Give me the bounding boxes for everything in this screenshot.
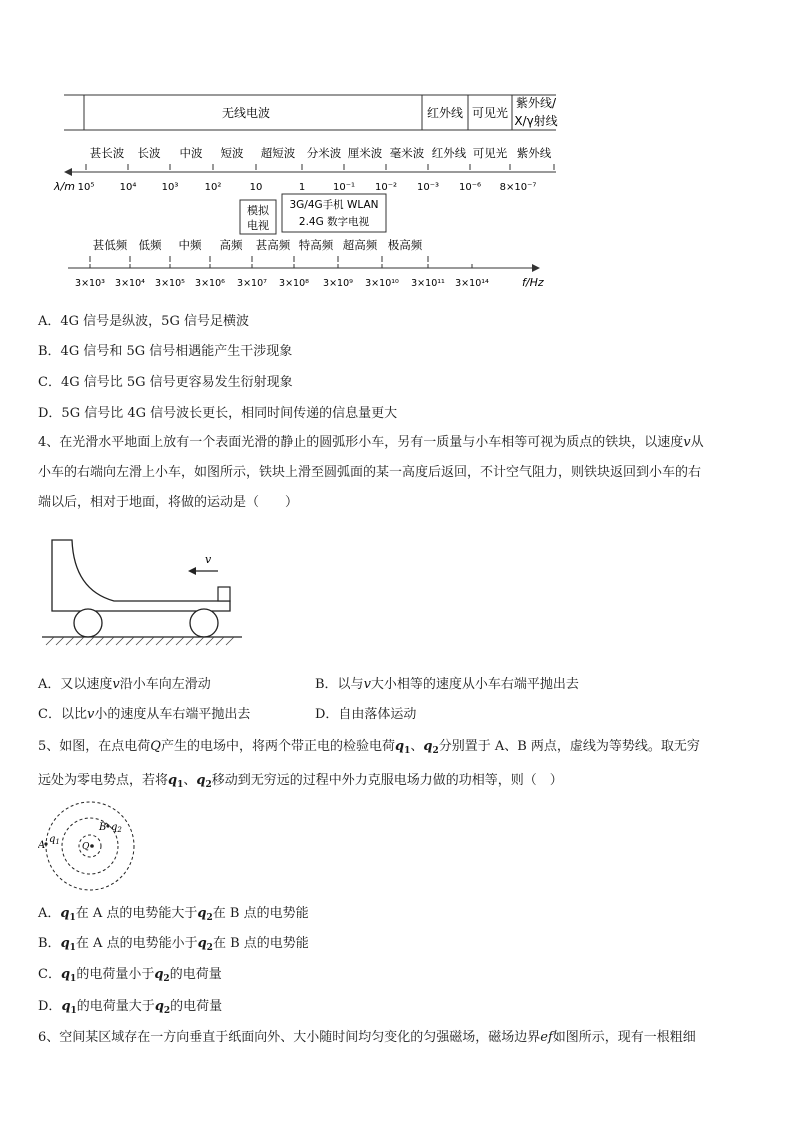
q4-option-d: D．自由落体运动 xyxy=(315,707,417,722)
label-q1: $q_1$ xyxy=(49,834,60,846)
q3-option-a: A．4G 信号是纵波，5G 信号足横波 xyxy=(38,314,249,329)
q4-cart-figure xyxy=(42,535,242,650)
wave-cm: 厘米波 xyxy=(347,146,383,160)
wave-vlf: 甚长波 xyxy=(89,146,125,160)
q4-line3: 端以后，相对于地面，将做的运动是（ ） xyxy=(38,495,299,510)
q5-stem: 5、如图，在点电荷Q产生的电场中，将两个带正电的检验电荷$q_1$、$q_2$分别置于 A、B 两点，虚线为等势线。取无穷 远处为零电势点，若将$q_1$、$q_2$移动到无穷远的过程中外力克服电场力做的功相等，则（ ） xyxy=(38,739,700,790)
freq-hf: 高频 xyxy=(219,238,243,252)
freq-tick: 3×10⁶ xyxy=(195,278,225,289)
freq-arrow xyxy=(532,264,540,272)
wave-ir: 红外线 xyxy=(431,146,467,160)
wave-dm: 分米波 xyxy=(306,146,342,160)
ground-hatch xyxy=(46,637,234,645)
lambda-tick: 8×10⁻⁷ xyxy=(499,182,537,193)
point-B xyxy=(106,824,109,827)
equipotential-middle xyxy=(62,818,118,874)
freq-vhf: 甚高频 xyxy=(255,238,291,252)
label-A: A xyxy=(38,840,46,851)
lambda-tick: 10 xyxy=(249,182,263,193)
q5-option-c: C．$q_1$的电荷量小于$q_2$的电荷量 xyxy=(38,967,222,984)
band-radio: 无线电波 xyxy=(221,106,271,120)
freq-tick: 3×10⁸ xyxy=(279,278,309,289)
freq-label: f/Hz xyxy=(522,276,544,289)
lambda-tick: 1 xyxy=(298,182,306,193)
analog-tv-line1: 模拟 xyxy=(247,204,269,217)
lambda-tick: 10⁻³ xyxy=(416,182,440,193)
wave-mm: 毫米波 xyxy=(389,146,425,160)
wheel-left xyxy=(74,609,102,637)
q4-option-c: C．以比v小的速度从车右端平抛出去 xyxy=(38,707,251,722)
lambda-tick: 10⁻¹ xyxy=(332,182,356,193)
q5-option-d: D．$q_1$的电荷量大于$q_2$的电荷量 xyxy=(38,999,223,1016)
label-q2: $q_2$ xyxy=(111,822,122,834)
wave-sw: 短波 xyxy=(220,146,244,160)
velocity-label: v xyxy=(205,553,212,566)
band-xray: X/γ射线 xyxy=(514,114,558,128)
band-visible: 可见光 xyxy=(471,106,509,120)
q4-option-a: A．又以速度v沿小车向左滑动 xyxy=(38,677,211,692)
q6-stem: 6、空间某区域存在一方向垂直于纸面向外、大小随时间均匀变化的匀强磁场，磁场边界ef如图所示，现有一根粗细 xyxy=(38,1030,696,1045)
freq-vlf: 甚低频 xyxy=(92,238,128,252)
wave-mw: 中波 xyxy=(179,146,203,160)
velocity-arrowhead xyxy=(188,567,196,575)
lambda-tick: 10⁻⁶ xyxy=(458,182,482,193)
wheel-right xyxy=(190,609,218,637)
q3-option-c: C．4G 信号比 5G 信号更容易发生衍射现象 xyxy=(38,375,293,390)
cart-body xyxy=(52,540,230,611)
lambda-tick: 10⁴ xyxy=(119,182,137,193)
freq-uhf: 特高频 xyxy=(298,238,334,252)
q4-stem xyxy=(38,428,758,518)
q5-option-a: A．$q_1$在 A 点的电势能大于$q_2$在 B 点的电势能 xyxy=(38,906,309,923)
q3-option-b: B．4G 信号和 5G 信号相遇能产生干涉现象 xyxy=(38,344,293,359)
freq-brackets xyxy=(90,256,428,262)
digital-line1: 3G/4G手机 WLAN xyxy=(289,199,379,211)
freq-mf: 中频 xyxy=(178,238,202,252)
freq-tick: 3×10¹¹ xyxy=(411,278,445,289)
band-infrared: 红外线 xyxy=(426,106,464,120)
lambda-arrow xyxy=(64,168,72,176)
freq-tick: 3×10⁴ xyxy=(115,278,145,289)
spectrum-diagram xyxy=(40,88,560,298)
q3-option-d: D．5G 信号比 4G 信号波长更长，相同时间传递的信息量更大 xyxy=(38,406,398,421)
freq-tick: 3×10¹⁴ xyxy=(455,278,489,289)
label-Q: Q xyxy=(82,842,90,852)
q4-line1-end: 从 xyxy=(690,435,704,450)
lambda-tick: 10⁵ xyxy=(77,182,95,193)
freq-tick: 3×10⁷ xyxy=(237,278,267,289)
lambda-tick: 10⁻² xyxy=(374,182,398,193)
point-charge-Q xyxy=(90,844,94,848)
wave-uv: 紫外线 xyxy=(516,146,552,160)
freq-tick: 3×10¹⁰ xyxy=(365,278,399,289)
iron-block xyxy=(218,587,230,601)
lambda-label: λ/m xyxy=(54,180,75,193)
wave-brackets xyxy=(86,164,554,170)
wave-usw: 超短波 xyxy=(260,146,296,160)
freq-ehf: 极高频 xyxy=(387,238,423,252)
freq-tick: 3×10⁵ xyxy=(155,278,185,289)
analog-tv-line2: 电视 xyxy=(247,219,269,232)
band-uv: 紫外线/ xyxy=(515,96,557,110)
wave-lw: 长波 xyxy=(137,146,161,160)
q5-option-b: B．$q_1$在 A 点的电势能小于$q_2$在 B 点的电势能 xyxy=(38,936,309,953)
equipotential-outer xyxy=(46,802,134,890)
freq-tick: 3×10⁹ xyxy=(323,278,353,289)
lambda-tick: 10³ xyxy=(161,182,179,193)
freq-lf: 低频 xyxy=(138,238,162,252)
freq-tick: 3×10³ xyxy=(75,278,105,289)
freq-shf: 超高频 xyxy=(342,238,378,252)
q4-line1: 4、在光滑水平地面上放有一个表面光滑的静止的圆弧形小车，另有一质量与小车相等可视为质点的铁块，以速度 xyxy=(38,435,684,450)
digital-line2: 2.4G 数字电视 xyxy=(298,216,370,228)
label-B: B xyxy=(99,822,107,833)
q4-option-b: B．以与v大小相等的速度从小车右端平抛出去 xyxy=(315,677,579,692)
q4-var-v: v xyxy=(683,435,691,450)
lambda-tick: 10² xyxy=(204,182,222,193)
q5-field-figure xyxy=(38,800,148,892)
wave-vis: 可见光 xyxy=(472,146,508,160)
q4-line2: 小车的右端向左滑上小车，如图所示，铁块上滑至圆弧面的某一高度后返回，不计空气阻力，则铁块返回到小车的右 xyxy=(38,465,702,480)
